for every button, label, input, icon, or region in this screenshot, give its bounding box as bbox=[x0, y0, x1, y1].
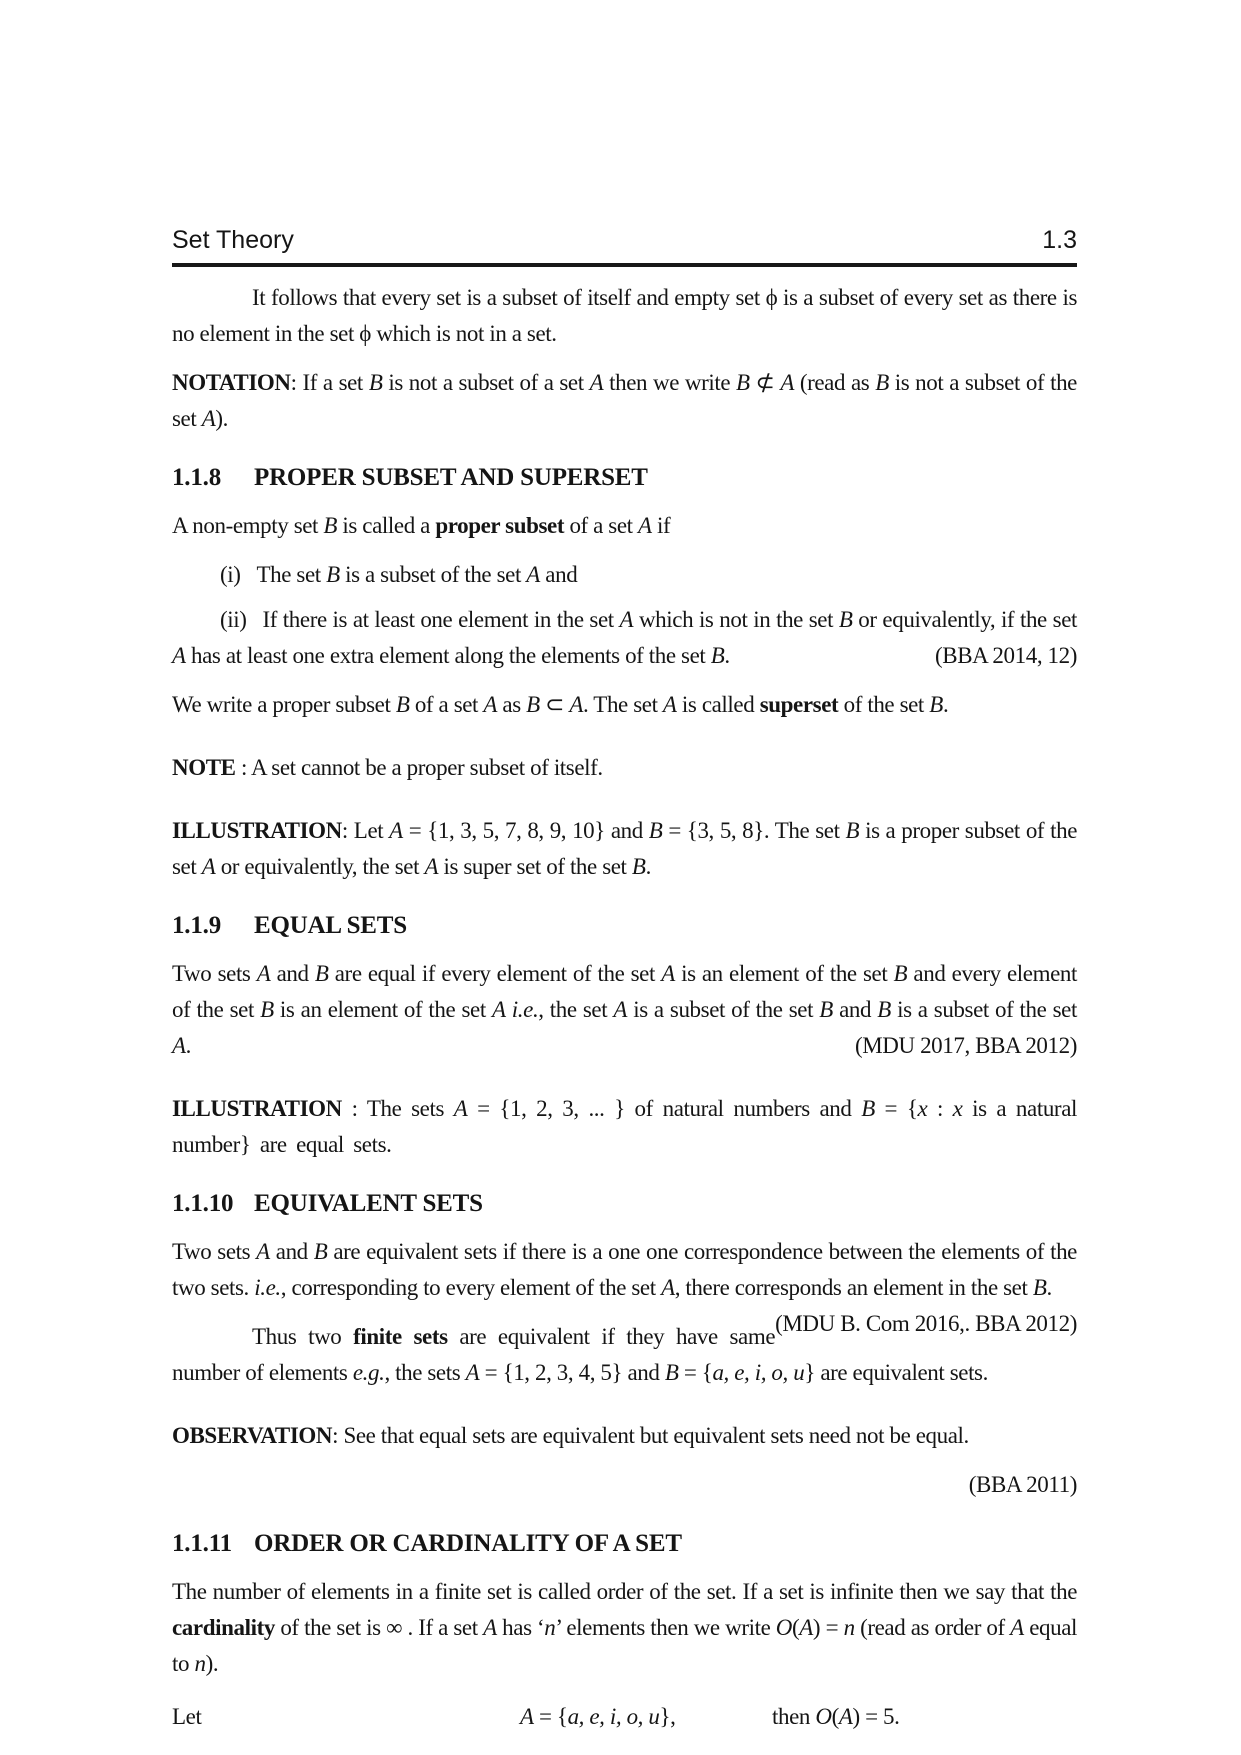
text-run: B bbox=[313, 1239, 328, 1264]
observation-paragraph bbox=[172, 1418, 1077, 1454]
text-run: A bbox=[613, 997, 628, 1022]
text-run: and every element of the set bbox=[172, 961, 1077, 1022]
text-run: A bbox=[172, 643, 186, 668]
text-run: B bbox=[736, 370, 750, 395]
exam-citation: (BBA 2014, 12) bbox=[935, 643, 1077, 668]
text-run: A bbox=[424, 854, 439, 879]
text-run: then we write bbox=[603, 370, 737, 395]
text-run: is a subset of the set bbox=[890, 997, 1077, 1022]
text-run: is not a subset of the set bbox=[172, 370, 1077, 431]
text-run: B bbox=[314, 961, 329, 986]
text-run: finite sets bbox=[353, 1324, 448, 1349]
text-run: of a set bbox=[409, 692, 484, 717]
list-item-i bbox=[172, 557, 1077, 593]
text-run: A bbox=[1010, 1615, 1024, 1640]
text-run: A bbox=[780, 370, 794, 395]
equal-sets-paragraph bbox=[172, 956, 1077, 1064]
text-run: : A set cannot be a proper subset of itself. bbox=[235, 755, 603, 780]
text-run: ILLUSTRATION bbox=[172, 818, 342, 843]
text-run: ). bbox=[205, 1651, 219, 1676]
exam-citation: (MDU 2017, BBA 2012) bbox=[854, 1033, 1077, 1058]
text-run: Two sets bbox=[172, 1239, 257, 1264]
order-expression bbox=[772, 1699, 899, 1735]
section-number: 1.1.10 bbox=[172, 1190, 234, 1217]
text-run: A bbox=[520, 1704, 534, 1729]
text-run: A bbox=[569, 692, 584, 717]
text-run: of the set bbox=[838, 692, 930, 717]
text-run: and bbox=[270, 961, 315, 986]
notation-paragraph bbox=[172, 365, 1077, 437]
text-run: : bbox=[927, 1096, 953, 1121]
text-run: A bbox=[201, 854, 216, 879]
text-run: ⊄ bbox=[749, 370, 781, 395]
text-run: = { bbox=[678, 1360, 713, 1385]
text-run: and bbox=[539, 562, 578, 587]
page-header bbox=[172, 226, 1077, 267]
section-title: PROPER SUBSET AND SUPERSET bbox=[254, 464, 648, 491]
text-run: , the set bbox=[538, 997, 614, 1022]
text-run: ) = bbox=[812, 1615, 844, 1640]
text-run: A bbox=[483, 1615, 497, 1640]
running-title: Set Theory bbox=[172, 226, 294, 254]
text-run: It follows that every set is a subset of itself and empty set ϕ is a subset of every set as there is no element in the set ϕ which is not in a set. bbox=[172, 285, 1077, 346]
list-marker: (ii) bbox=[220, 607, 247, 632]
text-run: has at least one extra element along the elements of the set bbox=[185, 643, 711, 668]
text-run: We write a proper subset bbox=[172, 692, 396, 717]
text-run: is a subset of the set bbox=[339, 562, 527, 587]
text-run: Thus two bbox=[252, 1324, 354, 1349]
set-expression bbox=[520, 1699, 675, 1735]
page-content bbox=[172, 226, 1077, 1748]
text-run: B bbox=[845, 818, 860, 843]
text-run: = {1, 2, 3, 4, 5} and bbox=[479, 1360, 665, 1385]
text-run: B bbox=[710, 643, 725, 668]
text-run: is an element of the set bbox=[674, 961, 894, 986]
text-run: cardinality bbox=[172, 1615, 275, 1640]
text-run: ( bbox=[831, 1704, 839, 1729]
text-run: ILLUSTRATION bbox=[172, 1096, 342, 1121]
text-run: If there is at least one element in the set bbox=[262, 607, 620, 632]
text-run: superset bbox=[759, 692, 839, 717]
text-run: is an element of the set bbox=[273, 997, 492, 1022]
text-run: of a set bbox=[564, 513, 639, 538]
text-run: are equivalent if they have same number of elements bbox=[172, 1324, 776, 1385]
text-run: i.e. bbox=[511, 997, 539, 1022]
text-run: which is not in the set bbox=[633, 607, 839, 632]
text-run: NOTATION bbox=[172, 370, 291, 395]
text-run: x bbox=[952, 1096, 963, 1121]
section-number: 1.1.8 bbox=[172, 464, 222, 491]
text-run: or equivalently, if the set bbox=[852, 607, 1077, 632]
list-marker: (i) bbox=[220, 562, 241, 587]
text-run: A bbox=[661, 961, 675, 986]
text-run: (read as bbox=[793, 370, 876, 395]
text-run: A bbox=[526, 562, 540, 587]
text-run: . bbox=[185, 1033, 192, 1058]
text-run: . bbox=[645, 854, 651, 879]
text-run: O bbox=[775, 1615, 792, 1640]
text-run: ). bbox=[215, 406, 228, 431]
text-run: . bbox=[942, 692, 949, 717]
text-run: (read as order of bbox=[854, 1615, 1011, 1640]
text-run: ( bbox=[792, 1615, 800, 1640]
text-run: The number of elements in a finite set is called order of the set. If a set is infinite then we say that the bbox=[172, 1579, 1077, 1604]
text-run: x bbox=[917, 1096, 928, 1121]
text-run: A bbox=[838, 1704, 853, 1729]
text-run: B bbox=[631, 854, 646, 879]
page-body bbox=[172, 280, 1077, 1735]
text-run: A bbox=[589, 370, 604, 395]
section-heading-1-1-8 bbox=[172, 461, 1077, 495]
text-run: B bbox=[664, 1360, 679, 1385]
text-run: has ‘ bbox=[496, 1615, 545, 1640]
text-run: B bbox=[323, 513, 338, 538]
text-run: NOTE bbox=[172, 755, 236, 780]
let-example-line bbox=[172, 1699, 1077, 1735]
section-number: 1.1.9 bbox=[172, 912, 222, 939]
text-run: i.e. bbox=[254, 1275, 281, 1300]
text-run: Two sets bbox=[172, 961, 257, 986]
illustration-proper-subset bbox=[172, 813, 1077, 885]
text-run: B bbox=[929, 692, 943, 717]
text-run: B bbox=[1032, 1275, 1047, 1300]
let-label bbox=[172, 1704, 201, 1729]
text-run: B bbox=[838, 607, 853, 632]
text-run: Let bbox=[172, 1704, 202, 1729]
text-run: A non-empty set bbox=[172, 513, 324, 538]
text-run: B bbox=[526, 692, 540, 717]
text-run: A bbox=[453, 1096, 468, 1121]
text-run: : The sets bbox=[341, 1096, 454, 1121]
section-heading-1-1-10 bbox=[172, 1187, 1077, 1221]
text-run: n bbox=[194, 1651, 206, 1676]
text-run: is called a bbox=[337, 513, 436, 538]
text-run: B bbox=[368, 370, 383, 395]
text-run: A bbox=[638, 513, 652, 538]
text-run: a, e, i, o, u bbox=[712, 1360, 805, 1385]
text-run: B bbox=[861, 1096, 875, 1121]
text-run: if bbox=[651, 513, 671, 538]
text-run: is called bbox=[676, 692, 760, 717]
text-run: O bbox=[815, 1704, 832, 1729]
text-run: = {1, 2, 3, ... } of natural numbers and bbox=[467, 1096, 862, 1121]
text-run: A bbox=[661, 1275, 675, 1300]
text-run: are equal if every element of the set bbox=[328, 961, 662, 986]
text-run: B bbox=[819, 997, 833, 1022]
text-run: B bbox=[326, 562, 340, 587]
section-number: 1.1.11 bbox=[172, 1530, 232, 1557]
text-run: equal to bbox=[172, 1615, 1078, 1676]
text-run: is super set of the set bbox=[438, 854, 632, 879]
section-heading-1-1-9 bbox=[172, 909, 1077, 943]
text-run: and bbox=[269, 1239, 314, 1264]
text-run: proper subset bbox=[435, 513, 565, 538]
text-run: A bbox=[256, 961, 271, 986]
we-write-paragraph bbox=[172, 687, 1077, 723]
text-run: = { bbox=[533, 1704, 568, 1729]
text-run: e.g. bbox=[352, 1360, 385, 1385]
text-run: A bbox=[201, 406, 216, 431]
citation-bba-2011: (BBA 2011) bbox=[968, 1472, 1077, 1497]
text-run: }, bbox=[659, 1704, 676, 1729]
text-run: A bbox=[256, 1239, 270, 1264]
text-run: : If a set bbox=[290, 370, 369, 395]
section-title: ORDER OR CARDINALITY OF A SET bbox=[254, 1530, 682, 1557]
text-run: = {1, 3, 5, 7, 8, 9, 10} and bbox=[402, 818, 649, 843]
text-run: is a subset of the set bbox=[627, 997, 820, 1022]
text-run: . bbox=[724, 643, 730, 668]
text-run: The set bbox=[256, 562, 327, 587]
text-run: ⊂ bbox=[539, 692, 570, 717]
text-run: B bbox=[875, 370, 889, 395]
page-number: 1.3 bbox=[1042, 226, 1077, 254]
text-run: = { bbox=[874, 1096, 918, 1121]
order-cardinality-paragraph bbox=[172, 1574, 1077, 1682]
text-run: A bbox=[491, 997, 506, 1022]
text-run: } are equivalent sets. bbox=[804, 1360, 988, 1385]
text-run: . The set bbox=[583, 692, 663, 717]
text-run: n bbox=[843, 1615, 855, 1640]
text-run: , there corresponds an element in the set bbox=[674, 1275, 1033, 1300]
text-run: is not a subset of a set bbox=[382, 370, 590, 395]
text-run: ’ elements then we write bbox=[555, 1615, 776, 1640]
note-paragraph bbox=[172, 750, 1077, 786]
text-run: is a natural number} are equal sets. bbox=[172, 1096, 1077, 1157]
text-run: A bbox=[662, 692, 677, 717]
text-run: are equivalent sets if there is a one one correspondence between the elements of the two sets. bbox=[172, 1239, 1077, 1300]
text-run: A bbox=[465, 1360, 480, 1385]
text-run: OBSERVATION bbox=[172, 1423, 333, 1448]
equivalent-sets-paragraph bbox=[172, 1234, 1077, 1336]
text-run: A bbox=[389, 818, 403, 843]
text-run: or equivalently, the set bbox=[215, 854, 425, 879]
text-run: of the set is ∞ . If a set bbox=[274, 1615, 484, 1640]
proper-subset-paragraph bbox=[172, 508, 1077, 544]
text-run: = {3, 5, 8}. The set bbox=[662, 818, 846, 843]
text-run: B bbox=[395, 692, 410, 717]
text-run: as bbox=[497, 692, 527, 717]
text-run: A bbox=[483, 692, 498, 717]
section-title: EQUIVALENT SETS bbox=[254, 1190, 483, 1217]
text-run: : Let bbox=[341, 818, 390, 843]
exam-citation: (MDU B. Com 2016,. BBA 2012) bbox=[775, 1311, 1077, 1336]
text-run: , corresponding to every element of the set bbox=[280, 1275, 662, 1300]
text-run: a, e, i, o, u bbox=[567, 1704, 660, 1729]
text-run: . bbox=[1046, 1275, 1052, 1300]
text-run: is a proper subset of the set bbox=[172, 818, 1077, 879]
text-run: B bbox=[260, 997, 274, 1022]
section-title: EQUAL SETS bbox=[254, 912, 407, 939]
text-run: B bbox=[877, 997, 891, 1022]
text-run: then bbox=[772, 1704, 816, 1729]
text-run: B bbox=[648, 818, 663, 843]
text-run: , the sets bbox=[384, 1360, 466, 1385]
intro-paragraph bbox=[172, 280, 1077, 352]
text-run: : See that equal sets are equivalent but equivalent sets need not be equal. bbox=[332, 1423, 969, 1448]
text-run: B bbox=[893, 961, 908, 986]
text-run: A bbox=[619, 607, 634, 632]
text-run: A bbox=[172, 1033, 186, 1058]
list-item-ii bbox=[172, 602, 1077, 674]
illustration-equal-sets bbox=[172, 1091, 1077, 1163]
text-run: A bbox=[799, 1615, 813, 1640]
text-run: and bbox=[832, 997, 878, 1022]
section-heading-1-1-11 bbox=[172, 1527, 1077, 1561]
text-run: ) = 5. bbox=[852, 1704, 900, 1729]
text-run: n bbox=[544, 1615, 556, 1640]
